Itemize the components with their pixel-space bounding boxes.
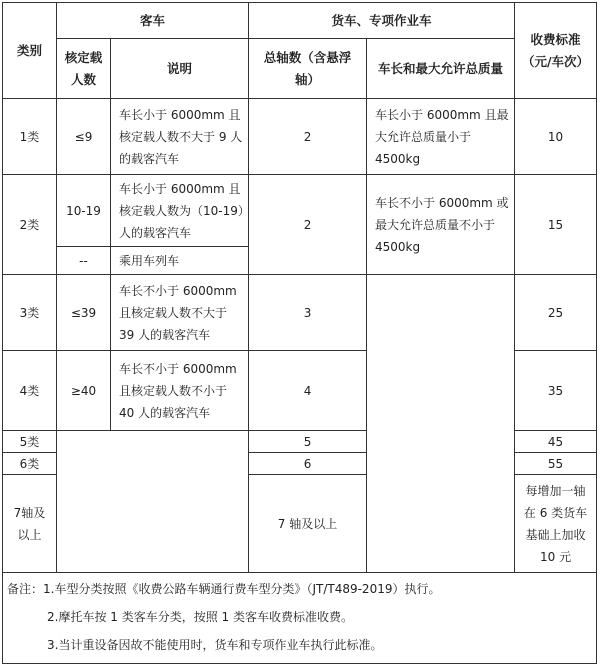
seats-cell: ≥40 (57, 351, 111, 431)
header-axles: 总轴数（含悬浮轴） (249, 39, 367, 99)
note-3: 3.当计重设备因故不能使用时，货车和专项作业车执行此标准。 (47, 638, 383, 652)
note-2: 2.摩托车按 1 类客车分类，按照 1 类客车收费标准收费。 (47, 610, 353, 624)
rate-cell: 15 (515, 175, 597, 275)
header-passenger: 客车 (57, 3, 249, 39)
rate-cell: 55 (515, 453, 597, 475)
header-seats: 核定载人数 (57, 39, 111, 99)
table-row (3, 175, 597, 247)
seats-cell: -- (57, 247, 111, 275)
axles-cell: 6 (249, 453, 367, 475)
rate-cell: 10 (515, 99, 597, 175)
description-cell: 车长小于 6000mm 且核定载人数为（10-19）人的载客汽车 (111, 175, 249, 247)
seats-cell: ≤39 (57, 275, 111, 351)
notes-row (3, 573, 597, 664)
rate-cell: 25 (515, 275, 597, 351)
axles-cell: 2 (249, 99, 367, 175)
note-1: 备注：1.车型分类按照《收费公路车辆通行费车型分类》（JT/T489-2019）执行。 (7, 582, 441, 596)
rate-cell: 35 (515, 351, 597, 431)
category-cell: 1类 (3, 99, 57, 175)
category-cell: 5类 (3, 431, 57, 453)
description-cell: 车长小于 6000mm 且核定载人数不大于 9 人的载客汽车 (111, 99, 249, 175)
header-freight: 货车、专项作业车 (249, 3, 515, 39)
category-cell: 2类 (3, 175, 57, 275)
freight-cell: 车长小于 6000mm 且最大允许总质量小于 4500kg (367, 99, 515, 175)
category-cell: 4类 (3, 351, 57, 431)
axles-cell: 5 (249, 431, 367, 453)
table-row (3, 99, 597, 175)
category-cell: 3类 (3, 275, 57, 351)
axles-cell: 2 (249, 175, 367, 275)
fee-table (2, 2, 597, 664)
rate-cell: 45 (515, 431, 597, 453)
seats-cell: 10-19 (57, 175, 111, 247)
description-cell: 车长不小于 6000mm 且核定载人数不大于 39 人的载客汽车 (111, 275, 249, 351)
description-cell: 车长不小于 6000mm 且核定载人数不小于 40 人的载客汽车 (111, 351, 249, 431)
empty-passenger-cell (57, 431, 249, 573)
header-length-mass: 车长和最大允许总质量 (367, 39, 515, 99)
notes-cell (3, 573, 597, 664)
header-category: 类别 (3, 3, 57, 99)
freight-cell: 车长不小于 6000mm 或最大允许总质量不小于 4500kg (367, 175, 515, 275)
description-cell: 乘用车列车 (111, 247, 249, 275)
header-rate: 收费标准（元/车次） (515, 3, 597, 99)
axles-cell: 7 轴及以上 (249, 475, 367, 573)
header-description: 说明 (111, 39, 249, 99)
fee-document (2, 2, 596, 664)
axles-cell: 4 (249, 351, 367, 431)
table-row (3, 275, 597, 351)
seats-cell: ≤9 (57, 99, 111, 175)
axles-cell: 3 (249, 275, 367, 351)
category-cell: 6类 (3, 453, 57, 475)
empty-freight-cell (367, 275, 515, 573)
rate-cell: 每增加一轴在 6 类货车基础上加收 10 元 (515, 475, 597, 573)
category-cell: 7轴及以上 (3, 475, 57, 573)
